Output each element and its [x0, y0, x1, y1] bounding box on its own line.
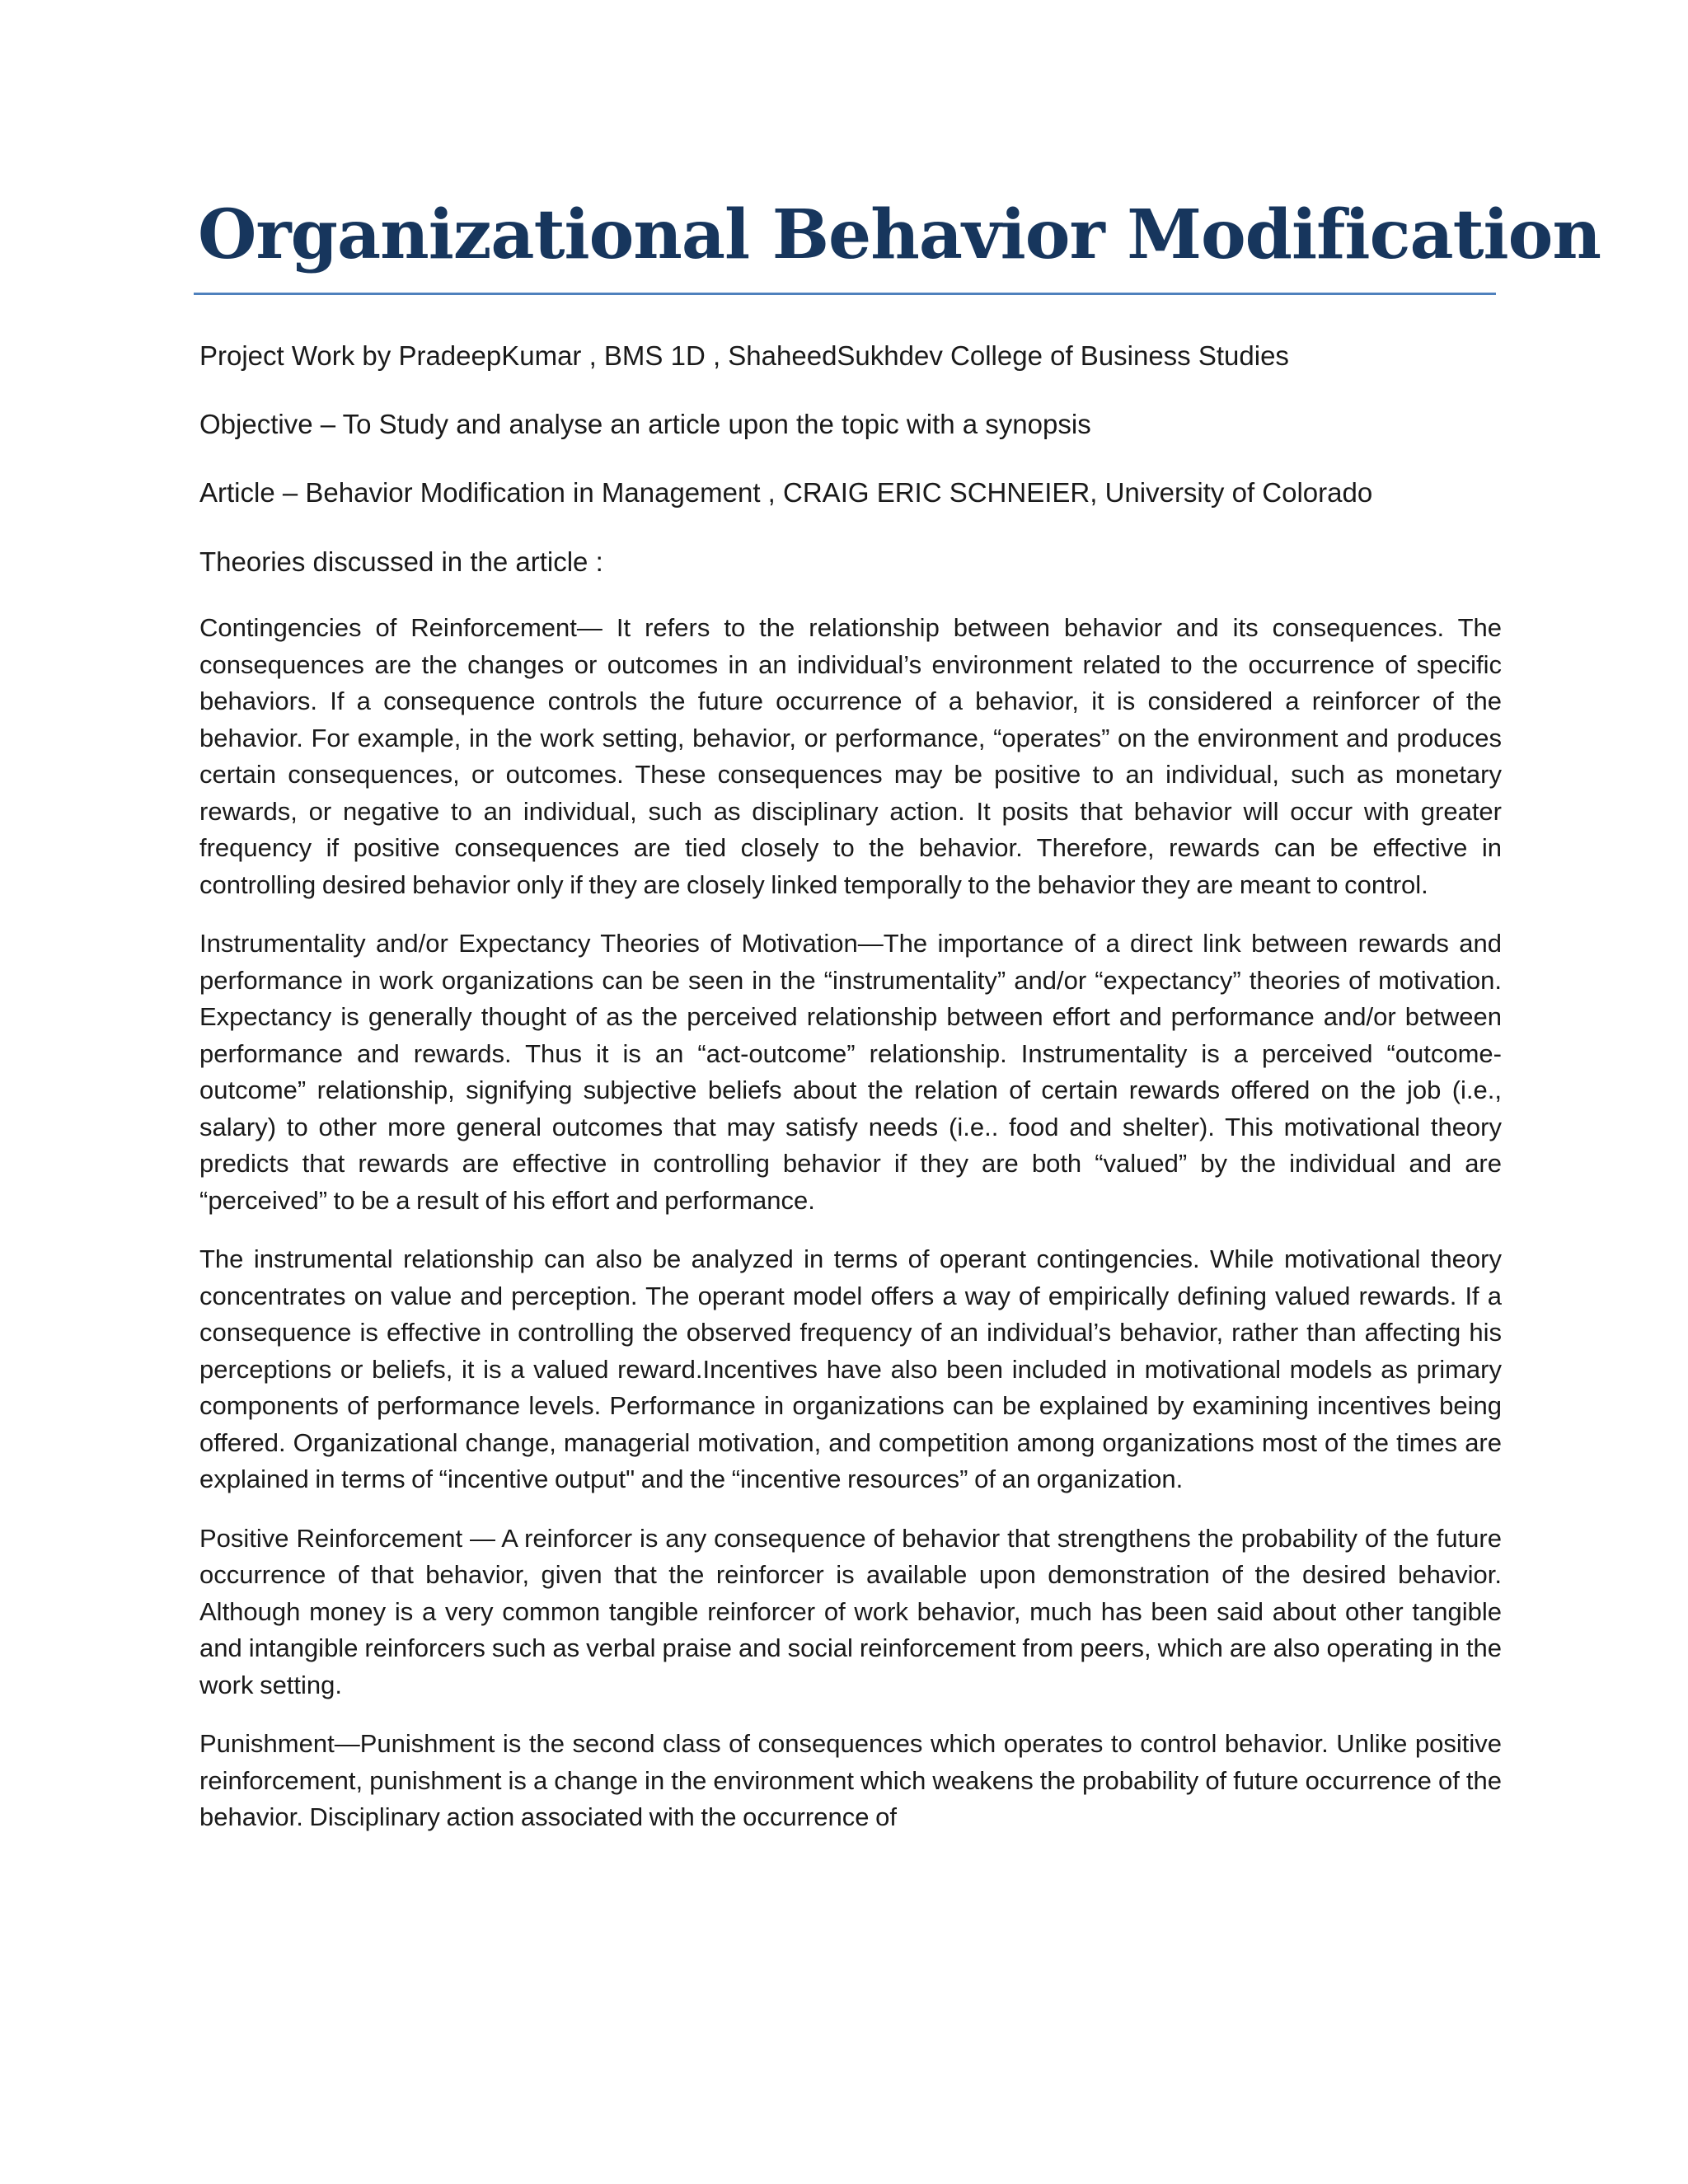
title-underline-rule — [194, 293, 1496, 295]
paragraph-expectancy: Instrumentality and/or Expectancy Theories of Motivation—The importance of a direct link between rewards and performance in work organizations can be seen in the “instrumentality” and/or “expectancy” theories of motivation. Expectancy is generally thought of as the perceived relationship between effort and performance and/or between performance and rewards. Thus it is an “act-outcome” relationship. Instrumentality is a perceived “outcome-outcome” relationship, signifying subjective beliefs about the relation of certain rewards offered on the job (i.e., salary) to other more general outcomes that may satisfy needs (i.e.. food and shelter). This motivational theory predicts that rewards are effective in controlling behavior if they are both “valued” by the individual and are “perceived” to be a result of his effort and performance. — [199, 929, 1502, 1215]
objective-line: Objective – To Study and analyse an article upon the topic with a synopsis — [199, 409, 1091, 439]
article-line: Article – Behavior Modification in Management , CRAIG ERIC SCHNEIER, University of Colorado — [199, 477, 1373, 508]
body-text — [199, 610, 1502, 1858]
paragraph-instrumental: The instrumental relationship can also be analyzed in terms of operant contingencies. While motivational theory concentrates on value and perception. The operant model offers a way of empirically defining valued rewards. If a consequence is effective in controlling the observed frequency of an individual’s behavior, rather than affecting his perceptions or beliefs, it is a valued reward.Incentives have also been included in motivational models as primary components of performance levels. Performance in organizations can be explained by examining incentives being offered. Organizational change, managerial motivation, and competition among organizations most of the times are explained in terms of “incentive output" and the “incentive resources” of an organization. — [199, 1244, 1502, 1493]
title-block — [198, 190, 1601, 280]
paragraph-contingencies: Contingencies of Reinforcement— It refers to the relationship between behavior and its consequences. The consequences are the changes or outcomes in an individual’s environment related to the occurrence of specific behaviors. If a consequence controls the future occurrence of a behavior, it is considered a reinforcer of the behavior. For example, in the work setting, behavior, or performance, “operates” on the environment and produces certain consequences, or outcomes. These consequences may be positive to an individual, such as monetary rewards, or negative to an individual, such as disciplinary action. It posits that behavior will occur with greater frequency if positive consequences are tied closely to the behavior. Therefore, rewards can be effective in controlling desired behavior only if they are closely linked temporally to the behavior they are meant to control. — [199, 613, 1502, 899]
page-title: Organizational Behavior Modification — [198, 195, 1601, 274]
paragraph-positive-reinforcement: Positive Reinforcement — A reinforcer is any consequence of behavior that strengthens the probability of the future occurrence of that behavior, given that the reinforcer is available upon demonstration of the desired behavior. Although money is a very common tangible reinforcer of work behavior, much has been said about other tangible and intangible reinforcers such as verbal praise and social reinforcement from peers, which are also operating in the work setting. — [199, 1523, 1502, 1699]
theories-heading: Theories discussed in the article : — [199, 546, 603, 577]
author-line: Project Work by PradeepKumar , BMS 1D , ShaheedSukhdev College of Business Studies — [199, 340, 1289, 371]
paragraph-punishment: Punishment—Punishment is the second class of consequences which operates to control behavior. Unlike positive reinforcement, punishment is a change in the environment which weakens the probability of future occurrence of the behavior. Disciplinary action associated with the occurrence of — [199, 1729, 1502, 1831]
